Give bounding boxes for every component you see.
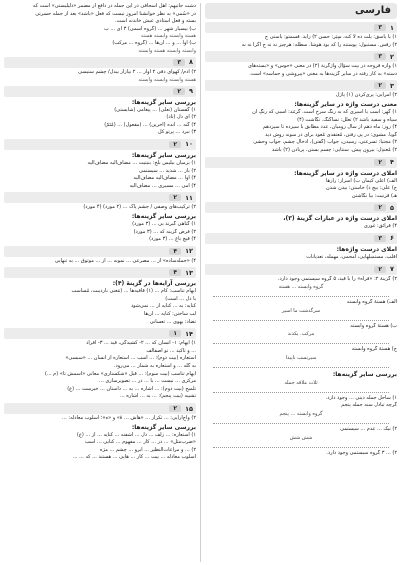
question-header	[4, 57, 196, 68]
answer-option-badge: ۲	[374, 159, 386, 166]
question-header	[205, 202, 397, 213]
page-title: فارسی	[205, 3, 397, 19]
text-line: ۱) گفستان (تعلی) ... پیغامی (شایستی)	[114, 106, 196, 113]
text-line: دشت جانیهم: اهل اسحاقی در این جمله در دافع از مضمر «دلیلیستی» است که	[32, 3, 196, 9]
question-header	[205, 233, 397, 244]
question-header	[4, 246, 196, 257]
grammar-diagram: سرگذشت ما اسیر	[213, 308, 389, 321]
text-line: الف) اعلی کیمان ب) اسرار: رازها	[325, 177, 397, 184]
section-heading: املای درست واژه در عبارات گزینهٔ (۳)،	[283, 215, 397, 223]
question-number: ۸	[189, 58, 193, 67]
text-line: سیاه و سفید باشد ۲) تعلل: تساگنگ. نگاشت (۴)	[297, 116, 397, 123]
text-line: «ضرب‌مثل» ... در ... کار ... مفهوم ... کنایی ... اسب	[84, 439, 196, 446]
text-line: تلمیح (بیت دوم): ... اشاره ... به ... داستان ... خیرست ... (ع)	[67, 385, 196, 392]
text-line: ۱) یا یاسق: یلت ده لا کنه، سِیَر: حسن ۲) زاید. قسمتو: باستی ج	[264, 34, 397, 40]
answer-option-badge: ۲	[169, 141, 181, 148]
text-line: لب ساختن: کنایه ... آن‌ها	[143, 311, 196, 318]
text-line: ایهام تناسب: کام ... (۱) قافیه‌ها ... (مَعنی ناردیبت، مُساسب	[71, 288, 196, 295]
text-line: ۴) روز: ماه دهم از سال رومیان، عدد مطابق با سیزده تا سیزدهم	[262, 124, 397, 131]
question-number: ۹	[189, 87, 193, 96]
answer-option-badge: ۲	[374, 266, 386, 273]
text-line: ۲) امرایی: پری‌کردن (۱) پاژل	[335, 92, 397, 99]
question-number: ۳	[390, 81, 394, 90]
text-line: ۲) گزینهٔ ۲: «فراه» را با قید، ۵ گروه سیستمی وجود دارد.	[277, 275, 397, 282]
text-line: گرچه تبادل سنه جمله پنجم	[341, 402, 397, 409]
text-line: ۱) وازه قروحه در بیت سؤال واژگرنة (۲) در معنی «حوس» و «بسته‌های	[247, 63, 397, 70]
question-number: ۶	[390, 234, 394, 243]
question-header	[205, 157, 397, 168]
answer-option-badge: ۳	[374, 53, 386, 60]
text-line: ۲) رفس. مستبول: پوستنه را که بود هوشا. سطله: هرچیز نه نه ج اگرا نه نه	[241, 41, 397, 48]
label-row: وابسته وابسته هسته وابسته	[138, 47, 196, 54]
text-line: کنایه: به ... کنایه از ... نمی‌شود	[130, 303, 196, 310]
text-line: هـ) قرنیت: بیا نگاشتن	[351, 192, 397, 199]
text-line: تضاد: یهوی ... تعسانی	[149, 318, 196, 325]
grammar-diagram: ثلاث ملاقه جمله	[213, 380, 389, 393]
text-line: اقلب، مستمبلهایی، امحمی، مهمله، تعدیانات	[306, 253, 397, 260]
text-line: ۱) ساحل جمله دینی ... وجود دارد.	[325, 394, 397, 401]
text-line: ۲) مُعتدِل: بیرون پیش. سنتایی: چسم بستن، پربادن (۲) باشد	[271, 146, 397, 153]
answer-option-badge: ۳	[374, 24, 386, 31]
question-number: ۲	[390, 52, 394, 61]
answer-option-badge: ۲	[169, 405, 181, 412]
question-number: ۱۰	[185, 140, 193, 149]
answer-option-badge: ۳	[374, 235, 386, 242]
question-header	[205, 51, 397, 62]
text-line: ۱) ایهام: ۱- انسان که ... ۲- کشیدگی، قید ... ۳- افراد	[86, 340, 196, 347]
text-line: به گله ... و استعاره به شمار ... می‌رود.	[113, 363, 196, 370]
text-line: ۳) نبرد ... پرتو کل	[158, 129, 196, 136]
grammar-diagram: گروه وابسته ... پنجم	[213, 411, 389, 424]
question-header	[4, 403, 196, 414]
text-line: ۲) ترکیب‌های وصفی / جشم پاک ... (۲ مورد) (۴ مورد)	[83, 204, 196, 211]
text-line: ج) هستهٔ گروه وابسته	[351, 346, 397, 353]
section-heading: بررسی سایر گزینه‌ها:	[131, 423, 196, 431]
question-number: ۱۴	[185, 329, 193, 338]
text-line: ۲) مجتبا: تسرعتی، رسیدن، جواب (گفتن)، ادخال چشم، جواب وحشی	[253, 139, 397, 146]
text-line: اسلوب معادله ... بیت ... کار ... هایی ... هستند ... که ... ...	[72, 454, 196, 461]
grammar-diagram: شش شش	[213, 435, 389, 448]
text-line: الف) هستهٔ گروه وابسته	[346, 299, 397, 306]
text-line: ۱) استعاره: ... زلف ... دل ... آشفته ... کنایه ... از ... (ع)	[76, 431, 196, 438]
grammar-diagram: مرکب. یکدند	[213, 331, 389, 344]
text-line: استعاره (بیت دوم): ... اسب ... استعاره از انسان ... «سبسی»	[65, 355, 196, 362]
section-heading: بررسی سایر گزینه‌ها:	[131, 151, 196, 159]
text-line: ۲) واج‌آرایی: ... تکرار ... «هاش ... هُ» و «ه»؛ اسلوب معادله: ...	[62, 415, 196, 421]
right-column	[205, 3, 397, 562]
text-line: ب) بیسیار شهر ... (گروه اسمی) ۳ ای ... ب	[104, 25, 196, 32]
text-line: ۲) باز ... شدید ... سیستمی	[138, 167, 196, 174]
left-column	[4, 3, 196, 562]
text-line: ۲) آدم/ کهوای دقی ۲ آوار ... ۲ بیازار بیدل/ چشم ستیسی	[78, 68, 196, 75]
question-number: ۱	[390, 23, 394, 32]
answer-option-badge: ۴	[169, 269, 181, 276]
text-line: ۲) ... ۳ گروه سیستمی وجود دارد.	[326, 449, 397, 456]
text-line: بسته و فعل استادی عیش خاندنه است.	[115, 18, 196, 25]
label-row: هسته وابسته وابسته هسته	[140, 33, 196, 40]
text-line: ۲) ... و مراعات‌النظیر ... ابرو ... چشم ... مژه	[99, 446, 196, 453]
question-header	[205, 264, 397, 275]
question-number: ۵	[390, 203, 394, 212]
grammar-diagram: سیرنسب ناپیدا	[213, 355, 389, 368]
text-line: ۱) گناهی گیرند بی ... (۳ مورد)	[132, 220, 196, 227]
answer-option-badge: ۲	[374, 204, 386, 211]
question-number: ۱۳	[185, 268, 193, 277]
answer-option-badge: ۲	[374, 82, 386, 89]
section-heading: معنی درست واژه در سایر گزینه‌ها:	[294, 100, 397, 108]
text-line: ۲) ای دل (ناد)	[166, 114, 196, 121]
answer-option-badge: ۲	[169, 194, 181, 201]
label-row: هسته وابسته وابسته وابسته	[138, 76, 196, 83]
text-line: ۴) «جمله‌ساده» از ... مصرعی ... نمونه ... از ... موثوق ... به تنهایی	[54, 257, 196, 264]
text-line: تشبیه (بیت پنجم): ... به ... اشاره ...	[119, 393, 196, 400]
question-header	[4, 192, 196, 203]
answer-option-badge: ۱	[169, 330, 181, 337]
section-heading: بررسی آرایه‌ها در گزینهٔ (۴):	[112, 280, 196, 288]
text-line: با دل ... است)	[165, 295, 196, 302]
answer-option-badge: ۳	[173, 59, 185, 66]
text-line: ۴) قیچ باغ ... (۳ مورد)	[149, 236, 196, 243]
text-line: ب) هستهٔ گروه وابسته	[350, 322, 397, 329]
text-line: ۴) قرائق: غوری	[363, 223, 397, 230]
text-line: گویا. مشوی: در پی رفتن، مُعتقدی مُعود برای در سونه روش دید	[265, 131, 397, 138]
text-line: ایهام تناسب (بیت سوم): ... قبل «شکستاری» معانی «اسمش تا» (م ...)	[44, 370, 196, 377]
text-line: ۴) گنه ... انده (آخرین) ... (مفعول) ... (مُتَمّ)	[104, 121, 196, 128]
question-header	[205, 22, 397, 33]
question-header	[4, 139, 196, 150]
question-number: ۷	[390, 265, 394, 273]
text-line: دسته» به کار رفته در سایر گزینه‌ها به معنی «پیروشی و حماسه» است.	[249, 70, 397, 77]
question-number: ۱۵	[185, 404, 193, 413]
grammar-diagram: گروه وابسته ... هسته	[213, 284, 389, 297]
question-header	[4, 328, 196, 339]
text-line: ۲) نیک ... عدم ... سیستمی	[340, 426, 397, 433]
section-heading: بررسی سایر گزینه‌ها:	[131, 212, 196, 220]
column-divider	[200, 3, 201, 562]
question-number: ۱۱	[185, 193, 193, 202]
question-number: ۴	[390, 158, 394, 167]
question-header	[4, 267, 196, 278]
section-heading: بررسی سایر گزینه‌ها:	[332, 370, 397, 378]
question-number: ۱۲	[185, 247, 193, 256]
text-line: ... و تاکید ... تو اصفالف	[146, 347, 196, 354]
text-line: ۲) فرض گزینه که ... (۳ مورد)	[133, 228, 196, 235]
text-line: ۱) گهر: آسب یا آسیری که به رنگ سرخ است. گرنَند: اسبی که رنگِ آن	[252, 108, 397, 115]
text-line: ۱) برمیان بیلیس بلخ: بنیتیت ... مضاف‌الیه مضاف‌الیه	[87, 159, 196, 166]
section-heading: بررسی سایر گزینه‌ها:	[131, 98, 196, 106]
text-line: مرکزی ... نیست ... با ... در ... تصویرسازی ...	[99, 378, 196, 385]
section-heading: املای درست واژه در سایر گزینه‌ها:	[294, 169, 397, 177]
question-header	[205, 80, 397, 91]
text-line: ب) اوآ ... و ... آن‌ها ... (گروه ... مرکب)	[112, 40, 196, 47]
answer-option-badge: ۴	[169, 248, 181, 255]
text-line: ج) علی: بیچ د) خاستن: بیدن شدن	[326, 185, 397, 192]
text-line: در «سُمی» به نظر خوانشنا امروز نیست که فعل «باشد» بعد از جمله حسرتی	[35, 10, 196, 17]
answer-option-badge: ۲	[173, 88, 185, 95]
text-line: ۴) آمی ... مسیری ... مضاف‌الیه	[129, 182, 196, 189]
text-line: ۴) آوا ... مضاف‌الیه مضاف‌الیه	[133, 175, 196, 182]
section-heading: املای درست واژه‌ها:	[336, 245, 397, 253]
question-header	[4, 86, 196, 97]
